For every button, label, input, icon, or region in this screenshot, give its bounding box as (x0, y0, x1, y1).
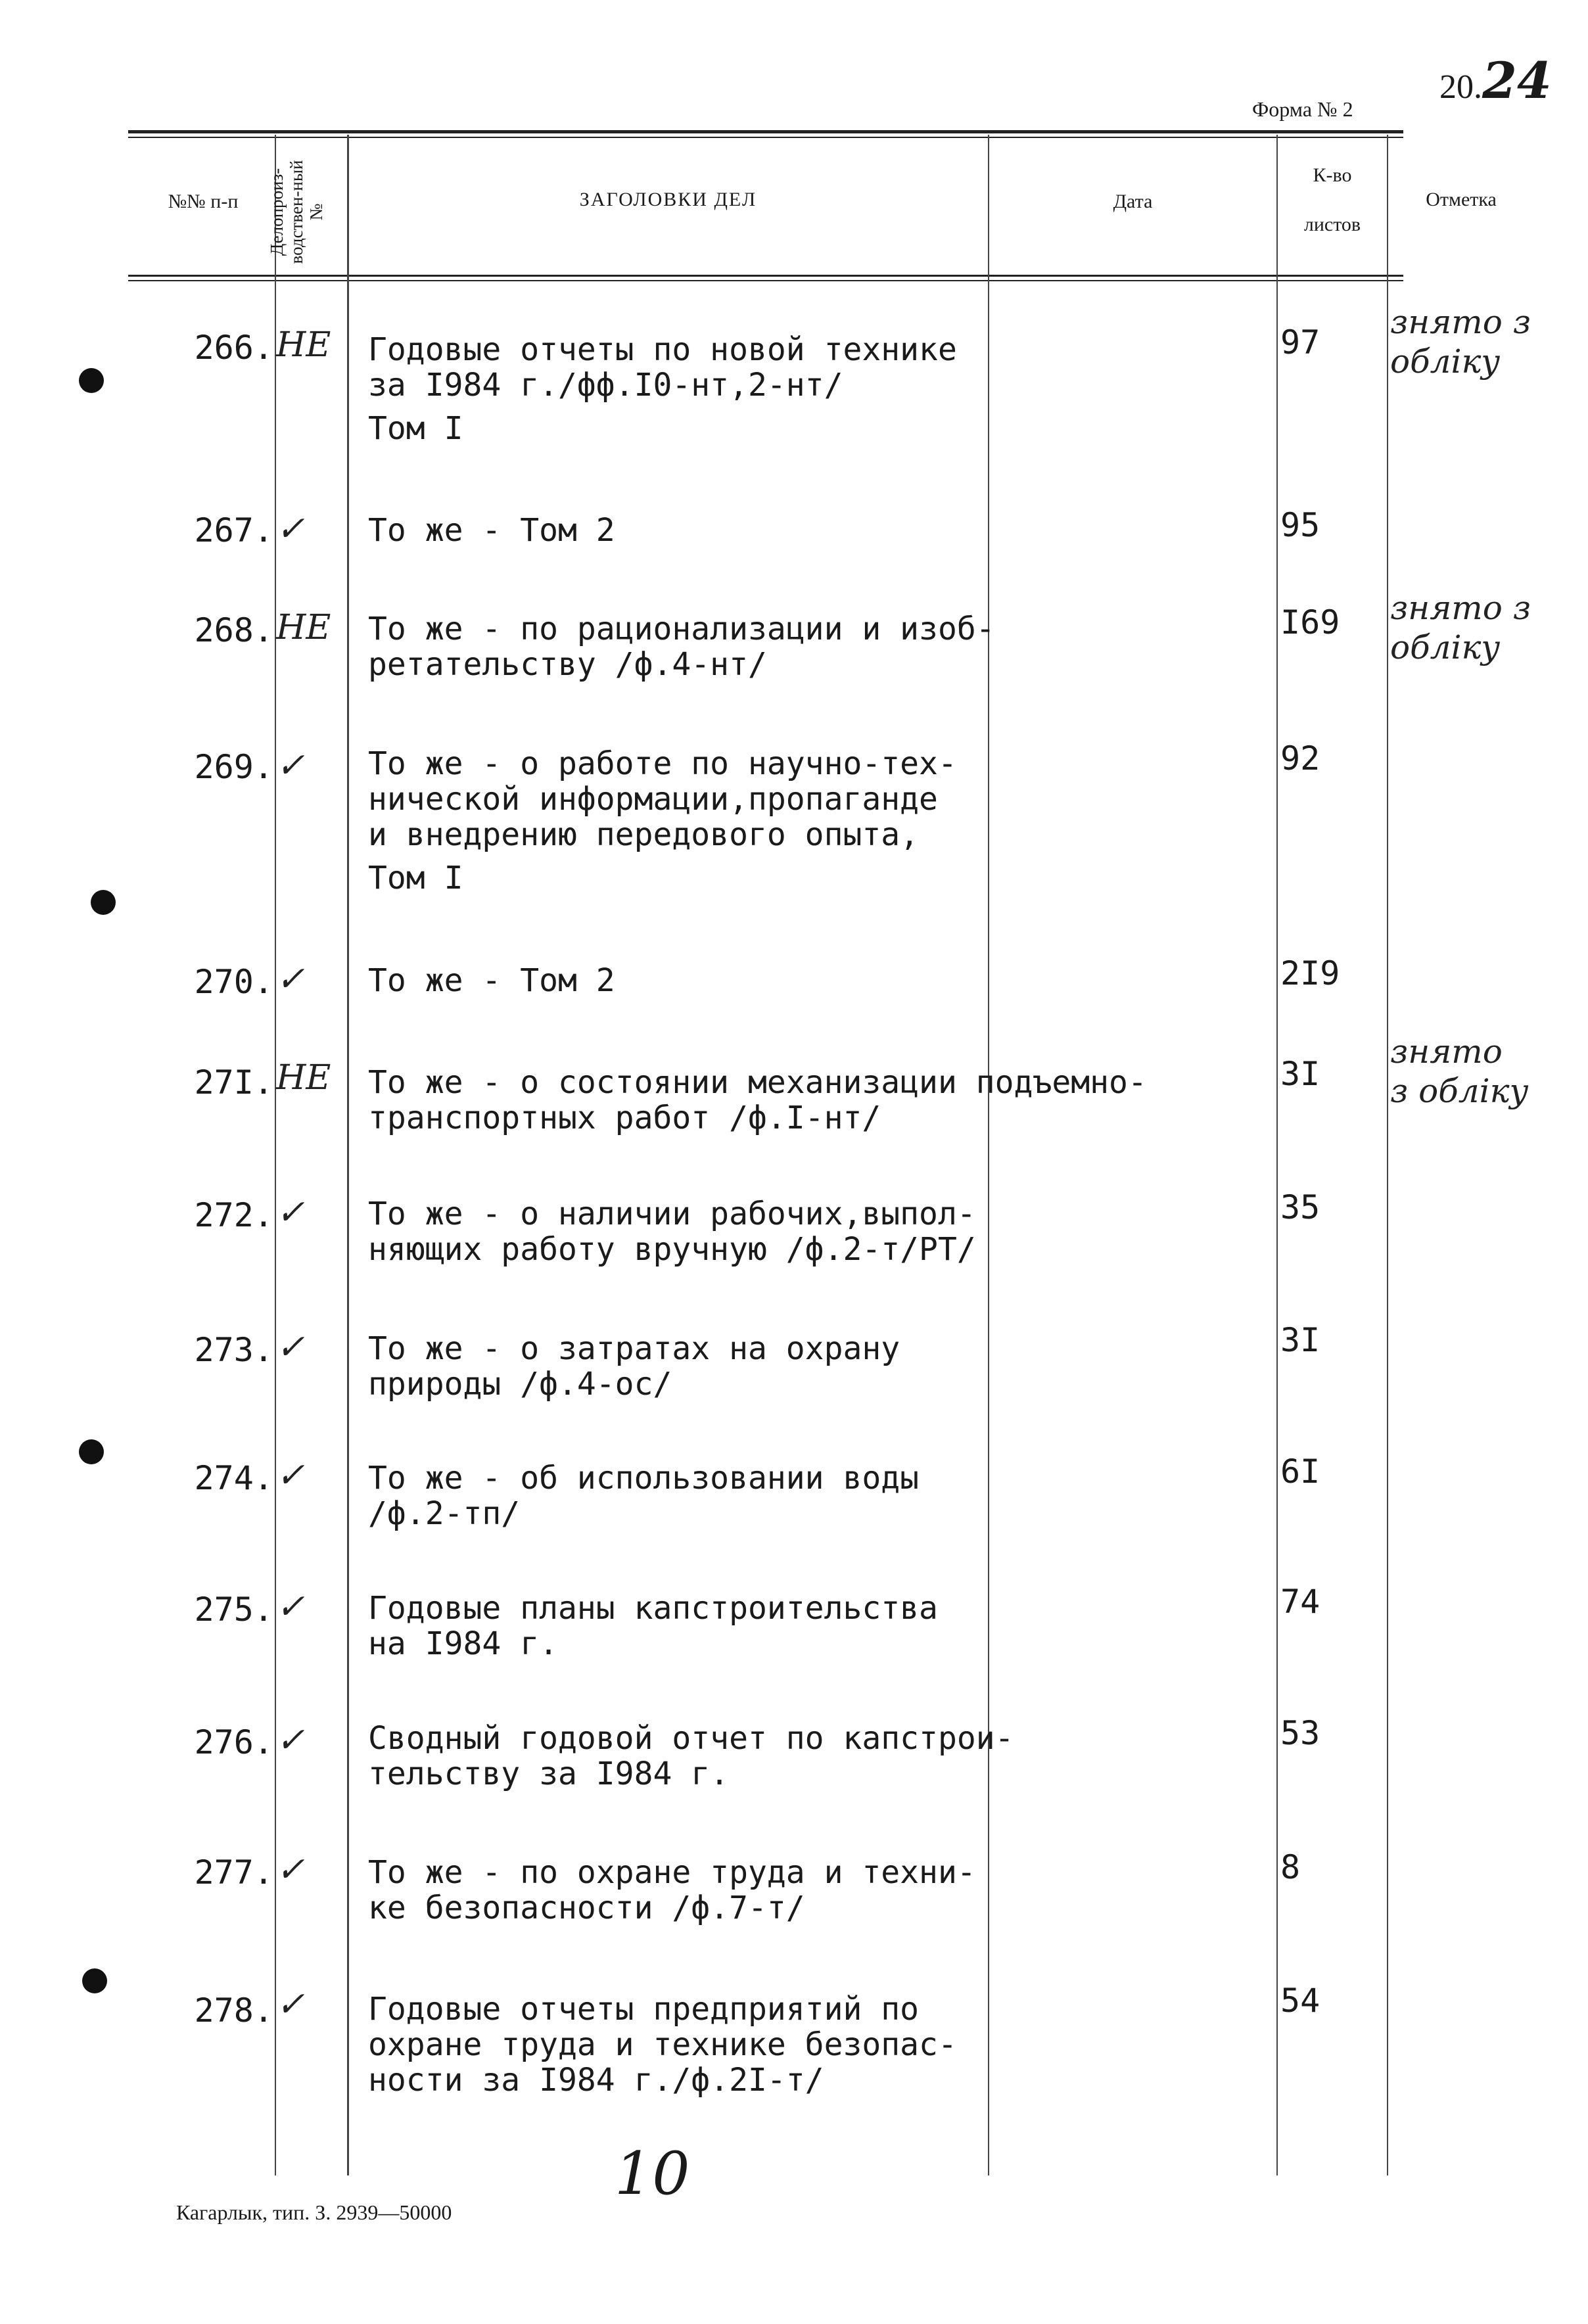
table-header-rule-thin (128, 280, 1403, 281)
binding-hole (82, 1968, 107, 1993)
row-number: 277. (194, 1853, 273, 1892)
table-top-rule-thin (128, 137, 1403, 138)
row-note: знято з обліку (1390, 1033, 1529, 1110)
row-title-text: То же - об использовании воды /ф.2-тп/ (368, 1460, 920, 1532)
row-title (368, 1196, 1157, 1267)
table-header-rule (128, 275, 1403, 277)
printer-imprint: Кагарлык, тип. З. 2939—50000 (176, 2200, 452, 2224)
row-title (368, 1855, 1157, 1926)
row-title (368, 1460, 1157, 1531)
row-check-mark: НЕ (276, 1058, 331, 1098)
form-label: Форма № 2 (1252, 97, 1353, 121)
row-check-mark: ✓ (276, 1587, 305, 1627)
row-title (368, 1065, 1157, 1136)
header-date: Дата (1113, 191, 1153, 212)
header-dept-text: Делопроиз-водствен-ный № (267, 160, 326, 264)
row-title (368, 1721, 1157, 1792)
row-sheets: 95 (1280, 506, 1320, 544)
row-number: 274. (194, 1459, 273, 1497)
row-sheets: 3I (1280, 1321, 1320, 1359)
row-check-mark: ✓ (276, 1456, 305, 1495)
column-divider-date (1276, 135, 1278, 2175)
row-volume: Том I (368, 410, 463, 447)
row-sheets: 53 (1280, 1714, 1320, 1752)
row-sheets: 54 (1280, 1982, 1320, 2020)
row-number: 273. (194, 1331, 273, 1369)
row-title (368, 1591, 1157, 1662)
row-number: 275. (194, 1591, 273, 1629)
column-divider-sheets (1387, 135, 1388, 2175)
folio-prefix: 20. (1439, 68, 1482, 106)
row-title (368, 513, 1157, 548)
row-check-mark: НЕ (276, 325, 331, 365)
binding-hole (79, 368, 104, 393)
row-sheets: 8 (1280, 1848, 1301, 1886)
row-number: 272. (194, 1196, 273, 1234)
row-sheets: I69 (1280, 603, 1340, 641)
row-number: 27I. (194, 1063, 273, 1102)
handwritten-page-mark: 10 (615, 2139, 690, 2208)
header-titles: ЗАГОЛОВКИ ДЕЛ (579, 189, 757, 210)
folio-handwritten: 24 (1482, 51, 1552, 110)
row-title-text: Годовые отчеты предприятий по охране труда и технике безопас- ности за I984 г./ф.2I-т/ (368, 1991, 957, 2099)
row-title-text: То же - о состоянии механизации подъемно- транспортных работ /ф.I-нт/ (368, 1064, 1147, 1136)
row-title (368, 963, 1157, 998)
row-sheets: 2I9 (1280, 954, 1340, 992)
row-check-mark: ✓ (276, 1328, 305, 1367)
row-check-mark: ✓ (276, 509, 305, 549)
row-note: знято з обліку (1390, 303, 1531, 381)
row-number: 269. (194, 748, 273, 786)
header-num: №№ п-п (168, 191, 239, 212)
header-note: Отметка (1426, 189, 1497, 210)
row-check-mark: ✓ (276, 1721, 305, 1760)
folio-number (1439, 51, 1552, 110)
row-number: 266. (194, 329, 273, 367)
row-title (368, 1331, 1157, 1402)
row-title-text: То же - Том 2 (368, 962, 615, 999)
row-title-text: Годовые отчеты по новой технике за I984 г./фф.I0-нт,2-нт/ (368, 331, 957, 404)
row-title-text: Годовые планы капстроительства на I984 г. (368, 1590, 938, 1662)
row-sheets: 3I (1280, 1055, 1320, 1093)
row-number: 270. (194, 963, 273, 1001)
row-title-text: То же - по рационализации и изоб- ретательству /ф.4-нт/ (368, 611, 995, 683)
row-check-mark: ✓ (276, 960, 305, 999)
row-sheets: 92 (1280, 739, 1320, 778)
header-sheets-line1: К-во (1313, 164, 1352, 186)
binding-hole (91, 890, 116, 915)
row-number: 268. (194, 611, 273, 649)
row-sheets: 35 (1280, 1188, 1320, 1226)
row-sheets: 97 (1280, 323, 1320, 361)
row-check-mark: НЕ (276, 608, 331, 647)
row-title-text: То же - по охране труда и техни- ке безопасности /ф.7-т/ (368, 1854, 976, 1926)
row-title (368, 746, 1157, 896)
binding-hole (79, 1439, 104, 1464)
row-title-text: То же - Том 2 (368, 512, 615, 549)
header-sheets-line2: листов (1303, 214, 1361, 235)
row-check-mark: ✓ (276, 1193, 305, 1232)
row-title-text: То же - о наличии рабочих,выпол- няющих работу вручную /ф.2-т/РТ/ (368, 1196, 976, 1268)
row-title (368, 1991, 1157, 2098)
row-check-mark: ✓ (276, 1985, 305, 2024)
column-divider-dept (347, 135, 349, 2175)
row-title (368, 332, 1157, 446)
row-number: 267. (194, 511, 273, 549)
row-title-text: То же - о затратах на охрану природы /ф.4-ос/ (368, 1330, 900, 1403)
row-volume: Том I (368, 860, 463, 896)
row-sheets: 74 (1280, 1583, 1320, 1621)
row-note: знято з обліку (1390, 589, 1531, 666)
row-title (368, 611, 1157, 682)
row-number: 276. (194, 1723, 273, 1761)
table-top-rule (128, 130, 1403, 133)
row-check-mark: ✓ (276, 746, 305, 785)
row-sheets: 6I (1280, 1452, 1320, 1491)
row-title-text: То же - о работе по научно-тех- нической информации,пропаганде и внедрению передового опыта, (368, 745, 957, 853)
row-number: 278. (194, 1991, 273, 2030)
row-title-text: Сводный годовой отчет по капстрои- тельству за I984 г. (368, 1720, 1014, 1792)
row-check-mark: ✓ (276, 1850, 305, 1890)
